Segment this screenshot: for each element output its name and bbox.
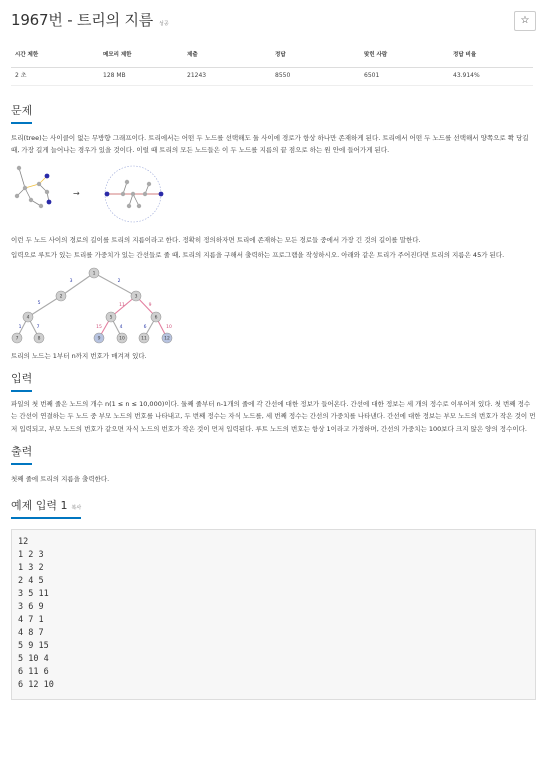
edge-weight: 15 [96,324,102,330]
node-label: 10 [119,336,125,342]
stats-value: 128 MB [99,67,183,85]
stretched-tree-icon [105,166,164,222]
example-input-block: 12 1 2 3 1 3 2 2 4 5 3 5 11 3 6 9 4 7 1 4 8 7 5 9 15 5 10 4 6 11 6 6 12 10 [11,529,536,700]
node-label: 9 [97,336,101,342]
problem-paragraph: 입력으로 루트가 있는 트리를 가중치가 있는 간선들로 줄 때, 트리의 지름을 구해서 출력하는 프로그램을 작성하시오. 아래와 같은 트리가 주어진다면 트리의 지름은 45가 된다. [11,251,505,260]
section-title: 문제 [11,102,32,124]
edge-weight: 7 [36,324,40,330]
example-tree-figure [11,266,536,348]
edge-weight: 10 [166,324,172,330]
stats-header-row [11,45,533,67]
node-label: 5 [109,315,113,321]
problem-section-heading [11,102,32,124]
edge-weight: 9 [148,302,152,308]
node-label: 4 [26,315,30,321]
node-label: 2 [59,294,63,300]
section-title [11,497,81,519]
problem-paragraph: 이런 두 노드 사이의 경로의 길이를 트리의 지름이라고 한다. 정확히 정의하자면 트리에 존재하는 모든 경로들 중에서 가장 긴 것의 길이를 말한다. [11,236,421,245]
problem-paragraph: 트리(tree)는 사이클이 없는 무방향 그래프이다. 트리에서는 어떤 두 노드를 선택해도 둘 사이에 경로가 항상 하나만 존재하게 된다. 트리에서 어떤 두 노드를 선택해서 양쪽으로 쫙 당길 때, 가장 길게 늘어나는 경우가 있을 것이다. 이럴 때 트리의 모든 노드들은 이 두 노드를 지름의 끝 점으로 하는 원 안에 들어가게 된다. [11,133,529,154]
stats-value-row [11,67,533,85]
node-label: 7 [15,336,19,342]
input-paragraph: 파일의 첫 번째 줄은 노드의 개수 n(1 ≤ n ≤ 10,000)이다. 둘째 줄부터 n-1개의 줄에 각 간선에 대한 정보가 들어온다. 간선에 대한 정보는 세 개의 정수로 이루어져 있다. 첫 번째 정수는 간선이 연결하는 두 노드 중 부모 노드의 번호를 나타내고, 두 번째 정수는 자식 노드를, 세 번째 정수는 간선의 가중치를 나타낸다. 간선에 대한 정보는 부모 노드의 번호가 작은 것이 먼저 입력되고, 부모 노드의 번호가 같으면 자식 노드의 번호가 작은 것이 먼저 입력된다. 루트 노드의 번호는 항상 1이라고 가정하며, 간선의 가중치는 100보다 크지 않은 양의 정수이다. [11,400,536,433]
edge-weight: 1 [18,324,22,330]
diameter-image [11,162,211,226]
page-title: 1967번 - 트리의 지름 [11,11,154,30]
stats-header: 맞힌 사람 [360,45,449,67]
stats-header: 정답 비율 [449,45,533,67]
problem-stats-table [11,45,533,86]
example-tree-image [11,266,181,344]
output-section-heading [11,443,32,465]
node-label: 8 [37,336,41,342]
diameter-illustration [11,162,536,230]
section-title: 출력 [11,443,32,465]
stats-header: 시간 제한 [11,45,99,67]
stats-value: 8550 [271,67,360,85]
arrow-icon: → [73,189,80,199]
stats-value: 21243 [183,67,271,85]
input-section-heading [11,370,32,392]
problem-header [11,0,536,40]
section-title: 입력 [11,370,32,392]
stats-header: 정답 [271,45,360,67]
edge-weight: 5 [37,300,41,306]
title-wrap [11,9,169,32]
node-label: 11 [141,336,147,342]
stats-value: 6501 [360,67,449,85]
star-icon: ☆ [520,15,530,27]
example-section-heading [11,497,81,519]
stats-header: 메모리 제한 [99,45,183,67]
node-label: 3 [134,294,138,300]
edge-weight: 2 [117,278,121,284]
edge-weight: 4 [119,324,123,330]
problem-paragraph: 트리의 노드는 1부터 n까지 번호가 매겨져 있다. [11,351,147,360]
node-label: 1 [92,271,96,277]
edge-weight: 3 [69,278,73,284]
edge-weight: 11 [119,302,125,308]
stats-header: 제출 [183,45,271,67]
node-label: 12 [164,336,170,342]
example-title: 예제 입력 1 [11,499,68,513]
favorite-button[interactable] [514,11,536,31]
output-paragraph: 첫째 줄에 트리의 지름을 출력한다. [11,475,110,484]
stats-value: 43.914% [449,67,533,85]
node-label: 6 [154,315,158,321]
copy-button[interactable]: 복사 [71,505,82,512]
edge-weight: 6 [143,324,147,330]
small-tree-icon [15,166,52,208]
stats-value: 2 초 [11,67,99,85]
status-badge: 성공 [159,21,169,28]
